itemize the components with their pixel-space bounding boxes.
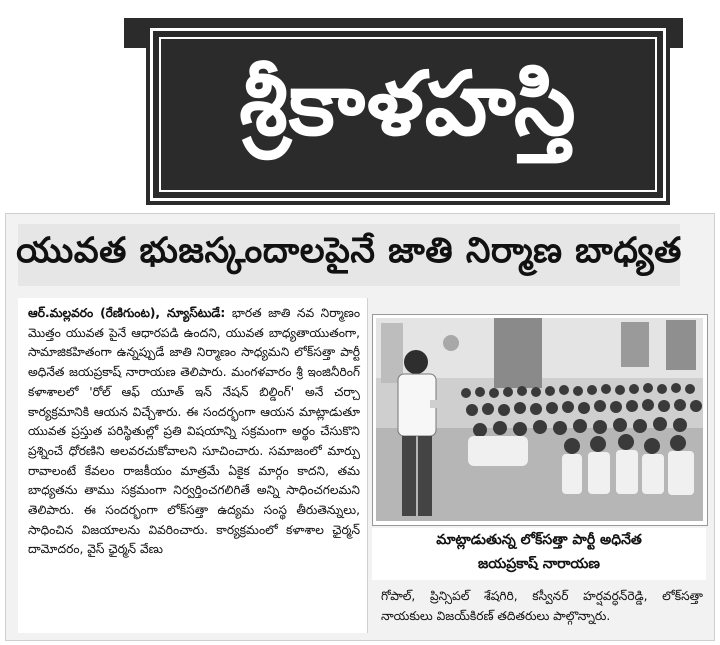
article-body	[28, 304, 360, 560]
article-body-column	[18, 298, 368, 633]
article-body-text: భారత జాతి నవ నిర్మాణం మొత్తం యువత పైనే ఆధారపడి ఉందని, యువత బాధ్యతాయుతంగా, సామాజికహితంగా ఉన్నప్పుడే జాతి నిర్మాణం సాధ్యమని లోక్‌సత్తా పార్టీ అధినేత జయప్రకాష్ నారాయణ తెలిపారు. మంగళవారం శ్రీ ఇంజినీరింగ్ కళాశాలలో 'రోల్ ఆఫ్ యూత్ ఇన్ నేషన్ బిల్డింగ్' అనే చర్చా కార్యక్రమానికి ఆయన విచ్చేశారు. ఈ సందర్భంగా ఆయన మాట్లాడుతూ యువత ప్రస్తుత పరిస్థితుల్లో ప్రతి విషయాన్ని సక్రమంగా అర్థం చేసుకొని ప్రశ్నించే ధోరణిని అలవరచుకోవాలని సూచించారు. సమాజంలో మార్పు రావాలంటే కేవలం రాజకీయం మాత్రమే ఏకైక మార్గం కాదని, తమ బాధ్యతను తాము సక్రమంగా నిర్వర్తించగలిగితే అన్ని సాధించగలమని తెలిపారు. ఈ సందర్భంగా లోక్‌సత్తా ఉద్యమ సంస్థ తీరుతెన్నులు, సాధించిన విజయాలను వివరించారు. కార్యక్రమంలో కళాశాల ఛైర్మన్ దామోదరం, వైస్ ఛైర్మన్ వేణు	[28, 306, 361, 557]
speaker-audience-photo	[376, 318, 703, 521]
photo-caption	[372, 528, 706, 580]
article-body-continued: గోపాల్, ప్రిన్సిపల్ శేషగిరి, కస్వీనర్ హర్షవర్ధన్‌రెడ్డి, లోక్‌సత్తా నాయకులు విజయ్‌కిరణ్ తదితరులు పాల్గొన్నారు.	[381, 589, 703, 623]
article-dateline: ఆర్.మల్లవరం (రేణిగుంట), న్యూస్‌టుడే:	[28, 306, 226, 320]
news-article	[5, 213, 715, 641]
masthead	[150, 28, 666, 201]
caption-line-2: జయప్రకాష్ నారాయణ	[478, 556, 600, 572]
news-photo	[372, 314, 708, 526]
masthead-title: శ్రీకాళహస్తి	[239, 52, 577, 155]
caption-line-1: మాట్లాడుతున్న లోక్‌సత్తా పార్టీ అధినేత	[436, 532, 642, 548]
article-headline: యువత భుజస్కందాలపైనే జాతి నిర్మాణ బాధ్యత	[16, 231, 682, 271]
headline-banner	[18, 224, 680, 286]
